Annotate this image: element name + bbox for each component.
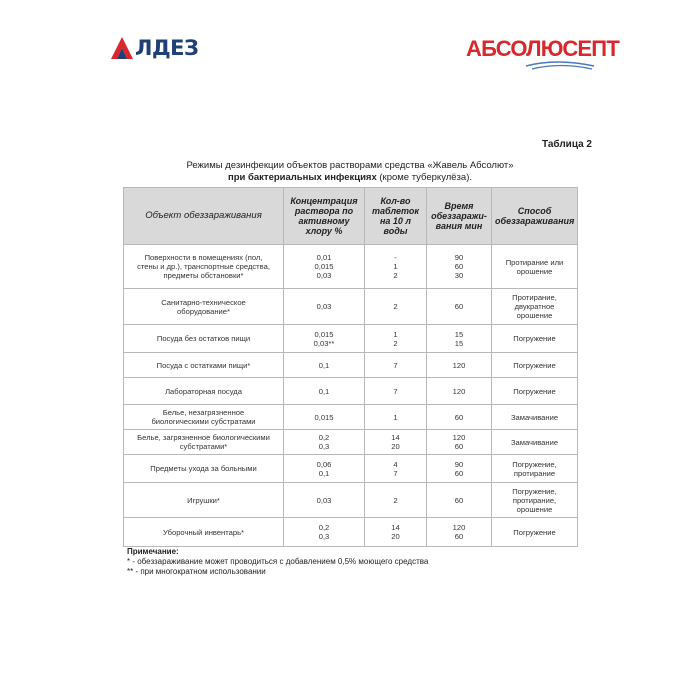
- cell-method-line: Погружение,: [512, 486, 557, 496]
- cell-object-line: оборудование*: [177, 306, 230, 316]
- cell-concentration-line: 0,2: [318, 523, 330, 532]
- absolusept-logo: [466, 36, 619, 71]
- cell-time-line: 60: [454, 302, 464, 311]
- cell-time: [427, 353, 492, 378]
- cell-time: [427, 289, 492, 325]
- cell-time-line: 15: [454, 338, 464, 348]
- cell-time-line: 90: [454, 253, 464, 262]
- aldez-logo-text: ЛДЕЗ: [135, 36, 199, 60]
- cell-object: [124, 430, 284, 455]
- table-row: [124, 245, 578, 289]
- cell-tablets: [365, 455, 427, 483]
- cell-time: [427, 378, 492, 405]
- cell-method-line: Погружение: [513, 386, 556, 396]
- caption-rest: (кроме туберкулёза).: [376, 172, 473, 183]
- cell-object: [124, 483, 284, 518]
- cell-concentration-line: 0,015: [314, 412, 334, 422]
- table-body: [124, 245, 578, 547]
- cell-tablets: [365, 325, 427, 353]
- table-row: [124, 405, 578, 430]
- cell-object-line: Посуда с остатками пищи*: [156, 360, 251, 370]
- cell-concentration-line: 0,015: [314, 262, 334, 271]
- cell-concentration-line: 0,015: [314, 329, 334, 339]
- cell-method-line: Погружение: [513, 360, 556, 370]
- cell-tablets-line: 4: [393, 459, 398, 469]
- cell-method-line: Погружение,: [512, 459, 557, 469]
- cell-object-line: Предметы ухода за больными: [150, 464, 257, 473]
- cell-tablets-line: 7: [393, 360, 398, 370]
- table-row: [124, 289, 578, 325]
- caption-line-2: [123, 172, 577, 184]
- cell-concentration: [284, 353, 365, 378]
- cell-time: [427, 455, 492, 483]
- cell-concentration-line: 0,03: [316, 495, 332, 505]
- cell-time: [427, 430, 492, 455]
- cell-method: [492, 289, 578, 325]
- cell-tablets-line: 14: [391, 433, 400, 442]
- cell-concentration: [284, 518, 365, 547]
- cell-time-line: 120: [452, 360, 466, 370]
- cell-concentration-line: 0,3: [318, 532, 330, 541]
- cell-tablets-line: 1: [393, 412, 398, 422]
- cell-method-line: Протирание,: [512, 293, 557, 302]
- cell-concentration: [284, 378, 365, 405]
- cell-time-line: 120: [452, 523, 466, 532]
- cell-method-line: орошение: [516, 504, 553, 514]
- cell-concentration: [284, 325, 365, 353]
- header-concentration: Концентрация раствора по активному хлору %: [284, 188, 365, 245]
- cell-tablets: [365, 483, 427, 518]
- cell-method: [492, 483, 578, 518]
- cell-time-line: 90: [454, 459, 464, 469]
- cell-object-line: Посуда без остатков пищи: [156, 334, 251, 343]
- cell-object-line: Лабораторная посуда: [165, 386, 242, 396]
- caption-bold: при бактериальных инфекциях: [227, 172, 377, 183]
- cell-concentration-line: 0,2: [318, 433, 330, 442]
- cell-time: [427, 405, 492, 430]
- aldez-logo: [110, 36, 198, 60]
- cell-object: [124, 405, 284, 430]
- cell-concentration-line: 0,03: [316, 271, 332, 280]
- cell-method-line: орошение: [516, 266, 553, 276]
- table-row: [124, 378, 578, 405]
- cell-object-line: Уборочный инвентарь*: [162, 527, 245, 537]
- cell-object: [124, 353, 284, 378]
- header-time: Время обеззаражи-вания мин: [427, 188, 492, 245]
- cell-concentration-line: 0,1: [318, 360, 330, 370]
- cell-object-line: Поверхности в помещениях (пол,: [144, 253, 263, 262]
- cell-object: [124, 378, 284, 405]
- cell-concentration: [284, 289, 365, 325]
- cell-object-line: субстратами*: [179, 442, 228, 451]
- cell-time-line: 60: [454, 468, 464, 478]
- cell-time-line: 30: [454, 271, 464, 280]
- cell-method-line: двукратное: [514, 302, 555, 311]
- cell-tablets-line: 20: [391, 442, 400, 451]
- cell-tablets: [365, 353, 427, 378]
- cell-time-line: 60: [454, 495, 464, 505]
- cell-concentration-line: 0,06: [316, 459, 332, 469]
- absolusept-logo-text: АБСОЛЮСЕПТ: [466, 36, 619, 61]
- notes: [127, 547, 428, 577]
- cell-object-line: Санитарно-техническое: [161, 297, 246, 307]
- disinfection-table: [123, 187, 578, 547]
- cell-object: [124, 325, 284, 353]
- cell-time: [427, 245, 492, 289]
- cell-method: [492, 378, 578, 405]
- cell-method: [492, 353, 578, 378]
- header-object: Объект обеззараживания: [124, 188, 284, 245]
- cell-concentration: [284, 405, 365, 430]
- cell-concentration: [284, 430, 365, 455]
- aldez-logo-icon: [110, 36, 134, 60]
- cell-concentration: [284, 245, 365, 289]
- cell-method: [492, 405, 578, 430]
- cell-method: [492, 430, 578, 455]
- cell-tablets-line: 7: [393, 386, 398, 396]
- cell-object-line: Игрушки*: [187, 495, 220, 505]
- cell-concentration-line: 0,1: [318, 468, 330, 478]
- cell-object-line: предметы обстановки*: [163, 271, 244, 280]
- cell-tablets-line: 14: [391, 523, 400, 532]
- cell-time-line: 60: [454, 532, 464, 541]
- table-row: [124, 483, 578, 518]
- table-row: [124, 430, 578, 455]
- cell-object-line: Белье, незагрязненное: [162, 408, 245, 417]
- table-number: Таблица 2: [541, 139, 592, 150]
- header-tablets: Кол-во таблеток на 10 л воды: [365, 188, 427, 245]
- cell-tablets-line: 1: [393, 329, 398, 339]
- cell-tablets-line: 7: [393, 468, 398, 478]
- cell-concentration-line: 0,1: [318, 386, 330, 396]
- cell-method-line: Протирание или: [505, 257, 564, 267]
- cell-object-line: стены и др.), транспортные средства,: [137, 262, 270, 271]
- cell-object: [124, 289, 284, 325]
- cell-time: [427, 483, 492, 518]
- cell-method: [492, 245, 578, 289]
- cell-object-line: Белье, загрязненное биологическими: [137, 433, 270, 442]
- cell-object-line: биологическими субстратами: [151, 417, 256, 426]
- cell-method-line: Замачивание: [510, 437, 559, 447]
- cell-concentration-line: 0,03**: [313, 338, 335, 348]
- cell-concentration-line: 0,01: [316, 253, 332, 262]
- cell-time-line: 60: [454, 412, 464, 422]
- table-caption: [123, 160, 577, 184]
- cell-method-line: протирание: [513, 468, 556, 478]
- cell-tablets-line: 1: [393, 262, 398, 271]
- cell-tablets: [365, 378, 427, 405]
- table-row: [124, 325, 578, 353]
- cell-method: [492, 518, 578, 547]
- table-header-row: [124, 188, 578, 245]
- notes-title: Примечание:: [127, 547, 179, 556]
- cell-tablets: [365, 245, 427, 289]
- cell-tablets: [365, 518, 427, 547]
- cell-time: [427, 518, 492, 547]
- cell-concentration-line: 0,03: [316, 302, 332, 311]
- cell-time-line: 120: [452, 386, 466, 396]
- cell-object: [124, 245, 284, 289]
- cell-object: [124, 518, 284, 547]
- cell-time-line: 120: [452, 433, 466, 442]
- note-line: ** - при многократном использовании: [127, 567, 266, 576]
- cell-tablets: [365, 430, 427, 455]
- caption-line-1: Режимы дезинфекции объектов растворами средства «Жавель Абсолют»: [186, 160, 514, 171]
- cell-method: [492, 455, 578, 483]
- cell-concentration: [284, 483, 365, 518]
- cell-object: [124, 455, 284, 483]
- cell-tablets-line: 2: [393, 495, 398, 505]
- header-method: Способ обеззараживания: [492, 188, 578, 245]
- cell-method-line: протирание,: [512, 495, 557, 505]
- table-row: [124, 518, 578, 547]
- table-row: [124, 455, 578, 483]
- cell-time-line: 15: [454, 329, 464, 339]
- cell-method-line: Замачивание: [510, 412, 559, 422]
- cell-method-line: Погружение: [513, 527, 556, 537]
- cell-concentration: [284, 455, 365, 483]
- cell-tablets-line: 2: [393, 338, 398, 348]
- cell-time-line: 60: [454, 442, 464, 451]
- cell-concentration-line: 0,3: [318, 442, 330, 451]
- table-row: [124, 353, 578, 378]
- cell-method: [492, 325, 578, 353]
- cell-tablets-line: -: [394, 253, 397, 262]
- cell-method-line: Погружение: [513, 334, 556, 343]
- cell-tablets-line: 2: [393, 271, 398, 280]
- cell-tablets-line: 20: [391, 532, 400, 541]
- cell-tablets: [365, 289, 427, 325]
- cell-tablets: [365, 405, 427, 430]
- cell-method-line: орошение: [516, 311, 553, 320]
- cell-time: [427, 325, 492, 353]
- note-line: * - обеззараживание может проводиться с добавлением 0,5% моющего средства: [127, 557, 429, 566]
- cell-tablets-line: 2: [393, 302, 398, 311]
- cell-time-line: 60: [454, 262, 464, 271]
